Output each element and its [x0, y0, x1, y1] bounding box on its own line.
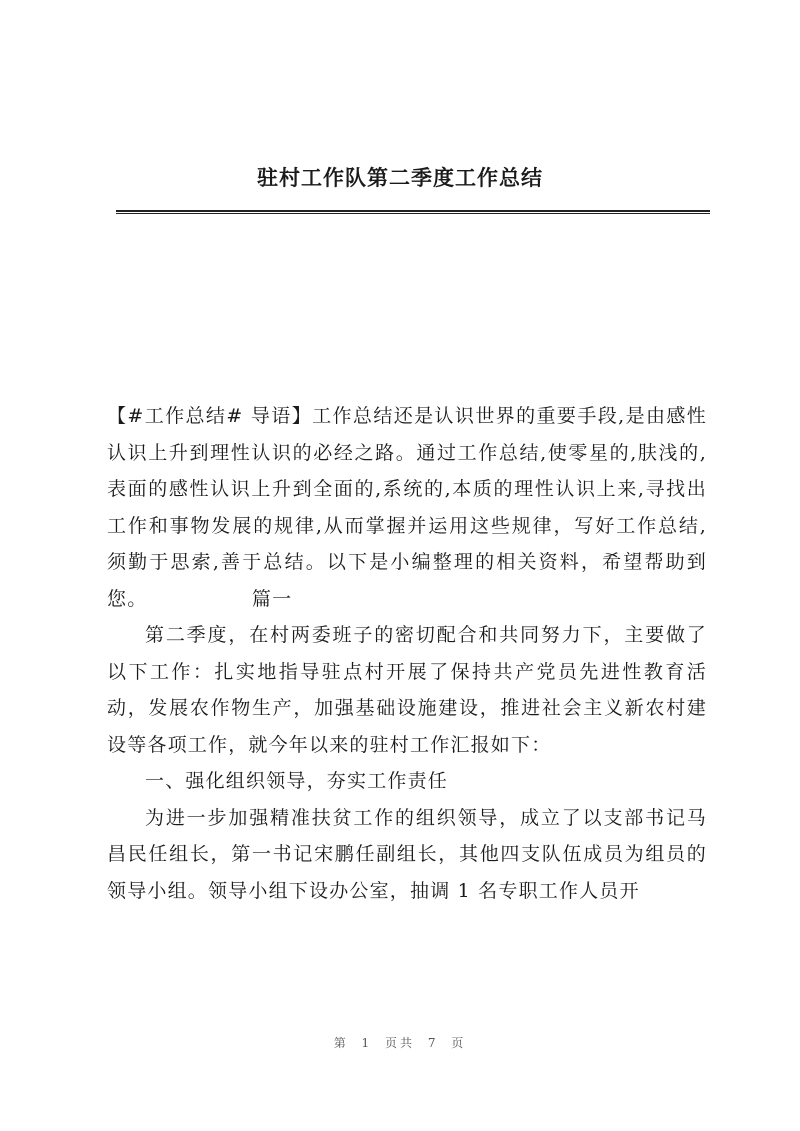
intro-paragraph — [107, 398, 707, 617]
title-divider — [116, 210, 710, 214]
document-title: 驻村工作队第二季度工作总结 — [257, 165, 543, 190]
section-label: 篇一 — [251, 587, 293, 610]
body-paragraph: 为进一步加强精准扶贫工作的组织领导，成立了以支部书记马昌民任组长，第一书记宋鹏任副组长，其他四支队伍成员为组员的领导小组。领导小组下设办公室，抽调 1 名专职工作人员开 — [107, 806, 707, 902]
document-body — [107, 398, 707, 909]
body-paragraph: 第二季度，在村两委班子的密切配合和共同努力下，主要做了以下工作：扎实地指导驻点村开展了保持共产党员先进性教育活动，发展农作物生产，加强基础设施建设，推进社会主义新农村建设等各项工作，就今年以来的驻村工作汇报如下： — [107, 624, 707, 756]
intro-text: 【#工作总结# 导语】工作总结还是认识世界的重要手段,是由感性认识上升到理性认识的必经之路。通过工作总结,使零星的,肤浅的,表面的感性认识上升到全面的,系统的,本质的理性认识上来,寻找出工作和事物发展的规律,从而掌握并运用这些规律，写好工作总结,须勤于思索,善于总结。以下是小编整理的相关资料，希望帮助到您。 — [107, 405, 707, 610]
section-heading: 一、强化组织领导，夯实工作责任 — [145, 770, 449, 792]
page-number: 第 1 页共 7 页 — [333, 1036, 467, 1050]
